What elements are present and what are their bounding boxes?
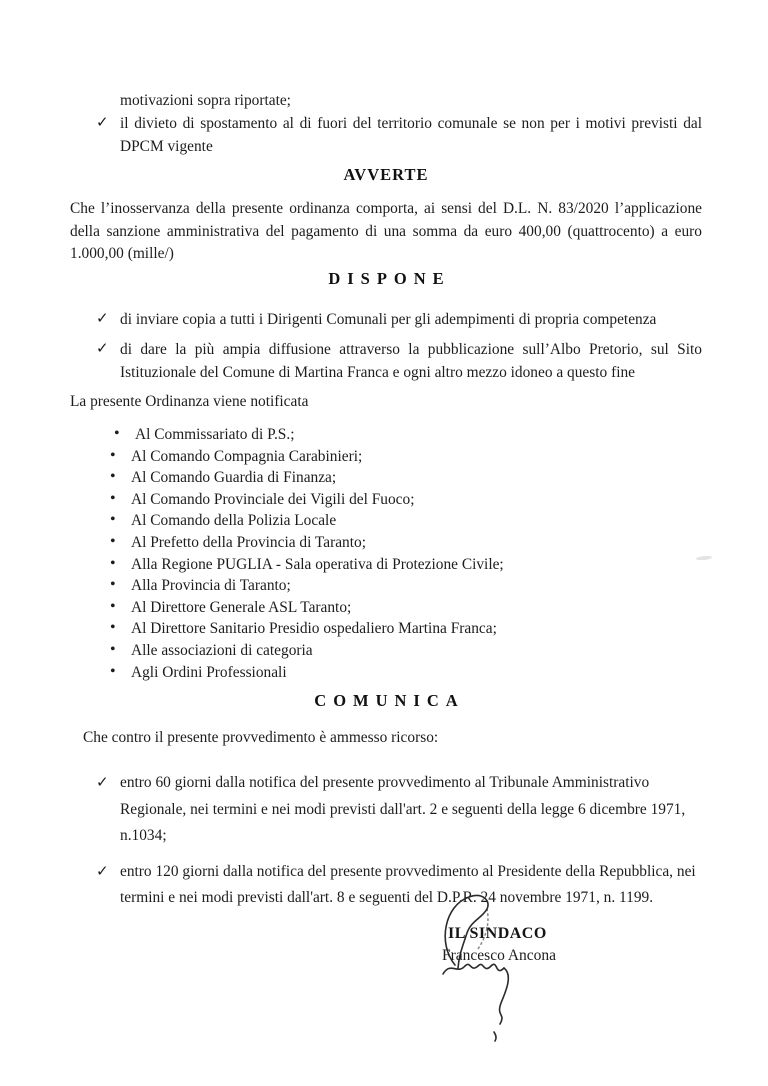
section-heading-dispone: DISPONE xyxy=(328,269,451,288)
check-icon: ✓ xyxy=(96,115,109,131)
bullet-icon: • xyxy=(110,662,116,680)
check-item xyxy=(70,308,702,331)
recipient-item xyxy=(110,575,742,597)
section-heading-comunica: COMUNICA xyxy=(314,691,465,710)
recipient-item xyxy=(110,489,742,511)
bullet-icon: • xyxy=(110,640,116,658)
avverte-paragraph: Che l’inosservanza della presente ordinanza comporta, ai sensi del D.L. N. 83/2020 l’applicazione della sanzione amministrativa del pagamento di una somma da euro 400,00 (quattrocento) a euro 1.000,00 (mille/) xyxy=(70,200,702,263)
recipient-item xyxy=(110,467,742,489)
list-continuation-line: motivazioni sopra riportate; xyxy=(120,92,291,109)
notification-intro: La presente Ordinanza viene notificata xyxy=(70,393,309,410)
check-item-text: di inviare copia a tutti i Dirigenti Comunali per gli adempimenti di propria competenza xyxy=(120,311,657,328)
recipient-item xyxy=(110,640,742,662)
recipient-item xyxy=(110,597,742,619)
check-icon: ✓ xyxy=(96,775,109,791)
recipient-item xyxy=(110,446,742,468)
bullet-icon: • xyxy=(110,554,116,572)
check-item xyxy=(70,770,702,850)
recipient-label: Agli Ordini Professionali xyxy=(131,663,287,681)
recipient-item xyxy=(110,532,742,554)
recipient-label: Alle associazioni di categoria xyxy=(131,641,313,659)
bullet-icon: • xyxy=(110,511,116,529)
recipient-label: Al Direttore Generale ASL Taranto; xyxy=(131,598,352,616)
handwritten-signature xyxy=(425,893,645,1068)
recipient-label: Alla Regione PUGLIA - Sala operativa di Protezione Civile; xyxy=(131,555,504,573)
check-icon: ✓ xyxy=(96,311,109,327)
recipient-label: Al Comando Provinciale dei Vigili del Fuoco; xyxy=(131,490,415,508)
recipient-label: Al Comando Compagnia Carabinieri; xyxy=(131,447,363,465)
check-icon: ✓ xyxy=(96,341,109,357)
bullet-icon: • xyxy=(114,425,120,442)
check-item-text: di dare la più ampia diffusione attraverso la pubblicazione sull’Albo Pretorio, sul Sito Istituzionale del Comune di Martina Franca e ogni altro mezzo idoneo a questo fine xyxy=(120,341,702,381)
intro-section xyxy=(70,89,702,158)
bullet-icon: • xyxy=(110,597,116,615)
check-icon: ✓ xyxy=(96,863,109,880)
recipient-label: Al Prefetto della Provincia di Taranto; xyxy=(131,533,366,551)
signature-name: Francesco Ancona xyxy=(442,947,557,964)
bullet-icon: • xyxy=(110,619,116,637)
recipient-label: Al Comando Guardia di Finanza; xyxy=(131,469,337,487)
comunica-intro: Che contro il presente provvedimento è ammesso ricorso: xyxy=(83,729,439,746)
signature-block xyxy=(425,893,645,1068)
bullet-icon: • xyxy=(110,468,116,486)
recipient-item xyxy=(110,618,742,640)
dispone-list xyxy=(70,308,702,384)
bullet-icon: • xyxy=(110,576,116,594)
section-heading-avverte: AVVERTE xyxy=(343,165,429,184)
bullet-icon: • xyxy=(110,489,116,507)
check-item xyxy=(70,112,702,158)
check-item-text: il divieto di spostamento al di fuori del territorio comunale se non per i motivi previsti dal DPCM vigente xyxy=(120,115,702,155)
recipient-label: Alla Provincia di Taranto; xyxy=(131,577,291,595)
check-item xyxy=(70,338,702,384)
recipient-item xyxy=(110,510,742,532)
check-item-text: entro 120 giorni dalla notifica del presente provvedimento al Presidente della Repubblica, nei termini e nei modi previsti dall'art. 8 e seguenti del D.P.R. 24 novembre 1971, n. 1199. xyxy=(120,862,696,906)
signature-title: IL SINDACO xyxy=(448,925,547,942)
recipient-label: Al Commissariato di P.S.; xyxy=(135,426,295,443)
check-item-text: entro 60 giorni dalla notifica del presente provvedimento al Tribunale Amministrativo Regionale, nei termini e nei modi previsti dall'art. 2 e seguenti della legge 6 dicembre 1971, n.1034; xyxy=(120,774,686,844)
recipients-list xyxy=(70,424,742,683)
recipient-label: Al Comando della Polizia Locale xyxy=(131,512,337,530)
recipient-item xyxy=(110,424,742,446)
bullet-icon: • xyxy=(110,446,116,464)
recipient-label: Al Direttore Sanitario Presidio ospedaliero Martina Franca; xyxy=(131,620,497,638)
bullet-icon: • xyxy=(110,532,116,550)
recipient-item xyxy=(110,662,742,684)
recipient-item xyxy=(110,554,742,576)
